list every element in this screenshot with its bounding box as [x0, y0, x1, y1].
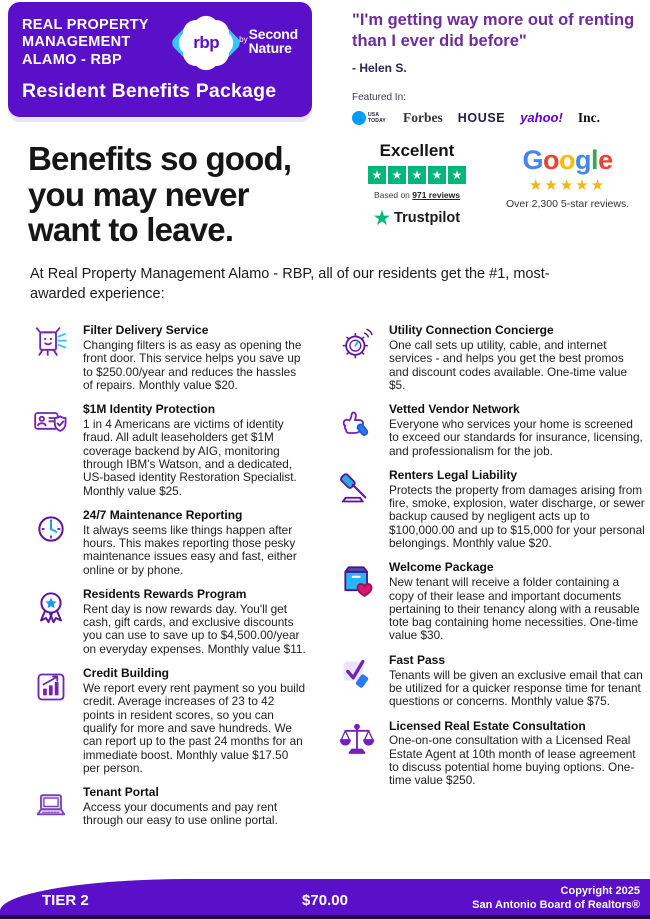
- usa-today-circle-icon: [352, 111, 366, 125]
- intro-paragraph: At Real Property Management Alamo - RBP, all of our residents get the #1, most-awarded experience:: [30, 266, 550, 303]
- benefit-title: Filter Delivery Service: [83, 323, 209, 338]
- benefit-description: Changing filters is as easy as opening the front door. This service helps you save up to $250.00/year and reduces the hassles of repairs. Monthly value $20.: [83, 337, 302, 392]
- trustpilot-stars-icon: [352, 166, 482, 184]
- trustpilot-review-count: Based on 971 reviews: [373, 189, 460, 200]
- benefit-description: Protects the property from damages arising from fire, smoke, explosion, water discharge, or sewer backup caused by negligent acts up to $100,000.00 and up to $15,000 for your personal belongings. Monthly value $20.: [389, 482, 645, 551]
- footer-bar: [0, 879, 650, 919]
- page-title: Benefits so good, you may never want to leave.: [28, 140, 292, 249]
- fast-pass-check-icon: [336, 654, 378, 709]
- benefit-item-real-estate-consultation: [336, 720, 650, 788]
- trustpilot-rating-label: Excellent: [379, 140, 455, 160]
- featured-logos: [352, 110, 642, 126]
- scales-icon: [336, 720, 378, 788]
- trustpilot-star-icon: [448, 166, 466, 184]
- benefit-title: Credit Building: [83, 666, 169, 681]
- benefit-title: Welcome Package: [389, 560, 494, 575]
- benefit-title: Vetted Vendor Network: [389, 402, 520, 417]
- footer-accent-strip: [0, 915, 650, 919]
- benefit-title: $1M Identity Protection: [83, 402, 216, 417]
- benefit-item-tenant-portal: [30, 786, 322, 827]
- benefit-title: 24/7 Maintenance Reporting: [83, 507, 243, 522]
- google-review-block: [506, 141, 629, 210]
- google-logo: Google: [522, 144, 613, 175]
- reviews-link[interactable]: 971 reviews: [412, 189, 460, 200]
- award-ribbon-icon: [30, 588, 72, 656]
- rbp-logo-text: rbp: [193, 33, 220, 52]
- price-label: $70.00: [302, 892, 348, 909]
- benefit-title: Utility Connection Concierge: [389, 323, 554, 338]
- google-review-caption: Over 2,300 5-star reviews.: [506, 197, 630, 210]
- benefit-description: One call sets up utility, cable, and internet services - and helps you get the best promos and discount codes available. One-time value $5.: [389, 337, 628, 392]
- clock-icon: [30, 509, 72, 577]
- benefits-left-column: [30, 324, 322, 839]
- yahoo-logo: yahoo!: [520, 110, 563, 126]
- trustpilot-star-icon: [388, 166, 406, 184]
- company-name-line: MANAGEMENT: [22, 34, 131, 51]
- testimonial-author: - Helen S.: [352, 60, 407, 75]
- benefit-description: One-on-one consultation with a Licensed Real Estate Agent at 10th month of lease agreement to discuss potential home buying options. One-time value $250.: [389, 733, 636, 788]
- benefit-item-credit-building: [30, 667, 322, 775]
- benefit-item-identity-protection: [30, 403, 322, 498]
- bar-chart-icon: [30, 667, 72, 775]
- package-title: Resident Benefits Package: [22, 80, 277, 103]
- benefit-item-utility-concierge: [336, 324, 650, 392]
- benefit-description: Access your documents and pay rent through our easy to use online portal.: [83, 800, 278, 828]
- benefits-right-column: [322, 324, 650, 839]
- rbp-logo-icon: [180, 17, 232, 69]
- utility-meter-icon: [336, 324, 378, 392]
- benefit-title: Renters Legal Liability: [389, 467, 518, 482]
- identity-protection-icon: [30, 403, 72, 498]
- benefits-grid: [30, 324, 650, 839]
- company-name-line: ALAMO - RBP: [22, 51, 122, 68]
- benefit-description: Rent day is now rewards day. You'll get cash, gift cards, and exclusive discounts you can use to save up to $4,500.00/year on everyday expenses. Monthly value $11.: [83, 601, 306, 656]
- trustpilot-star-icon: [428, 166, 446, 184]
- benefit-item-rewards-program: [30, 588, 322, 656]
- tier-label: TIER 2: [42, 892, 89, 909]
- company-name-line: REAL PROPERTY: [22, 17, 149, 33]
- header-card: [8, 2, 312, 117]
- trustpilot-review-block: [352, 141, 482, 229]
- testimonial-quote: "I'm getting way more out of renting than I ever did before": [352, 11, 635, 51]
- benefit-description: 1 in 4 Americans are victims of identity fraud. All adult leaseholders get $1M coverage backend by AIG, monitoring through IBM's Watson, and a dedicated, US-based identity Restoration Specialist. Monthly value $25.: [83, 416, 297, 498]
- featured-in-label: Featured In:: [352, 91, 406, 103]
- benefit-description: Tenants will be given an exclusive email that can be utilized for a quicker response time for tenant questions or concerns. Monthly value $75.: [389, 667, 643, 709]
- rbp-second-nature-logo: [180, 17, 298, 69]
- house-logo: HOUSE: [457, 110, 506, 125]
- usa-today-logo: USA TODAY: [352, 111, 388, 125]
- benefit-description: New tenant will receive a folder containing a copy of their lease and important documents pertaining to their tenancy along with a reusable tote bag containing home necessities. One-time value $30.: [389, 575, 640, 643]
- trustpilot-star-icon: [368, 166, 386, 184]
- laptop-icon: [30, 786, 72, 827]
- benefit-item-filter-delivery: [30, 324, 322, 392]
- company-name: [22, 15, 180, 69]
- benefit-title: Licensed Real Estate Consultation: [389, 718, 586, 733]
- benefit-title: Residents Rewards Program: [83, 587, 247, 602]
- benefit-item-welcome-package: [336, 561, 650, 642]
- filter-delivery-icon: [30, 324, 72, 392]
- benefit-item-vetted-vendor: [336, 403, 650, 458]
- copyright-text: Copyright 2025 San Antonio Board of Realtors®: [472, 885, 640, 911]
- benefit-title: Fast Pass: [389, 652, 446, 667]
- benefit-description: We report every rent payment so you build credit. Average increases of 23 to 42 points in resident scores, so you can qualify for more and save hundreds. We can report up to the past 24 months for an immediate boost. Monthly value $17.50 per person.: [83, 680, 306, 775]
- trustpilot-logo: ★ Trustpilot: [352, 208, 482, 229]
- forbes-logo: Forbes: [403, 109, 443, 125]
- thumbs-up-icon: [336, 403, 378, 458]
- benefit-description: Everyone who services your home is screened to exceed our standards for insurance, licensing, and professionalism for the job.: [389, 416, 643, 458]
- inc-logo: Inc.: [577, 109, 600, 125]
- benefit-title: Tenant Portal: [83, 785, 159, 800]
- benefit-item-maintenance-reporting: [30, 509, 322, 577]
- gavel-icon: [336, 469, 378, 550]
- benefit-description: It always seems like things happen after hours. This makes reporting those pesky maintenance issues easy and fast, either online or by phone.: [83, 522, 297, 577]
- trustpilot-logo-star-icon: [374, 208, 390, 229]
- trustpilot-star-icon: [408, 166, 426, 184]
- second-nature-logo: $^{by}$Second Nature: [239, 26, 298, 56]
- welcome-package-heart-icon: [336, 561, 378, 642]
- benefit-item-renters-legal: [336, 469, 650, 550]
- benefit-item-fast-pass: [336, 654, 650, 709]
- google-stars-icon: ★★★★★: [528, 176, 607, 194]
